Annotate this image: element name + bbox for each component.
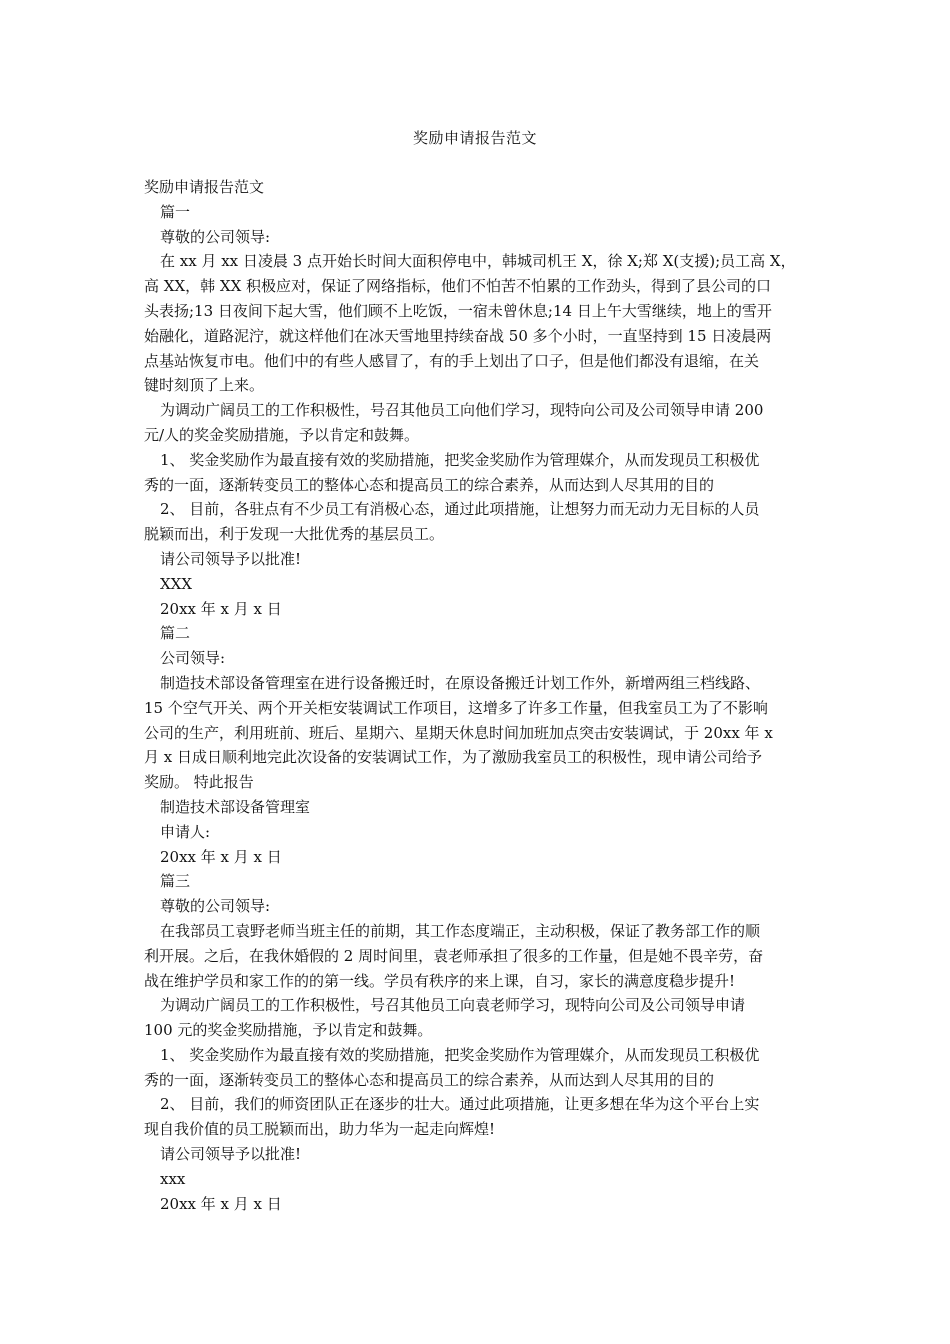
- document-line: 战在维护学员和家工作的的第一线。学员有秩序的来上课，自习，家长的满意度稳步提升!: [144, 971, 736, 990]
- document-line: 公司领导:: [160, 649, 226, 668]
- document-line: 20xx 年 x 月 x 日: [160, 1194, 282, 1213]
- document-line: 请公司领导予以批准!: [160, 1145, 302, 1164]
- document-line: 尊敬的公司领导:: [160, 227, 271, 246]
- document-line: 1、 奖金奖励作为最直接有效的奖励措施，把奖金奖励作为管理媒介，从而发现员工积极优: [160, 450, 760, 469]
- document-line: 2、 目前，我们的师资团队正在逐步的壮大。通过此项措施，让更多想在华为这个平台上实: [160, 1095, 760, 1114]
- document-line: 始融化，道路泥泞，就这样他们在冰天雪地里持续奋战 50 多个小时，一直坚持到 15 日凌晨两: [144, 326, 772, 345]
- document-line: 奖励。 特此报告: [144, 773, 254, 792]
- document-line: xxx: [160, 1169, 186, 1188]
- document-line: 秀的一面，逐渐转变员工的整体心态和提高员工的综合素养，从而达到人尽其用的目的: [144, 475, 715, 494]
- document-line: 秀的一面，逐渐转变员工的整体心态和提高员工的综合素养，从而达到人尽其用的目的: [144, 1070, 715, 1089]
- document-line: 请公司领导予以批准!: [160, 549, 302, 568]
- document-line: 20xx 年 x 月 x 日: [160, 599, 282, 618]
- document-line: 键时刻顶了上来。: [144, 376, 265, 395]
- document-line: 高 XX，韩 XX 积极应对，保证了网络指标，他们不怕苦不怕累的工作劲头，得到了县公司的口: [144, 277, 772, 296]
- document-line: 在我部员工袁野老师当班主任的前期，其工作态度端正，主动积极，保证了教务部工作的顺: [160, 921, 761, 940]
- document-line: 1、 奖金奖励作为最直接有效的奖励措施，把奖金奖励作为管理媒介，从而发现员工积极优: [160, 1045, 760, 1064]
- document-line: 为调动广阔员工的工作积极性，号召其他员工向袁老师学习，现特向公司及公司领导申请: [160, 996, 746, 1015]
- document-line: 月 x 日成日顺利地完此次设备的安装调试工作，为了激励我室员工的积极性，现申请公司给予: [144, 748, 762, 767]
- document-title: 奖励申请报告范文: [412, 129, 537, 147]
- document-line: 制造技术部设备管理室: [160, 797, 311, 816]
- document-line: 15 个空气开关、两个开关柜安装调试工作项目，这增多了许多工作量，但我室员工为了不影响: [144, 698, 768, 717]
- document-line: 现自我价值的员工脱颖而出，助力华为一起走向辉煌!: [144, 1120, 496, 1139]
- document-line: 篇三: [160, 872, 191, 891]
- document-body: [144, 175, 804, 1216]
- document-line: 脱颖而出，利于发现一大批优秀的基层员工。: [144, 525, 445, 544]
- document-line: 奖励申请报告范文: [144, 178, 265, 196]
- document-line: 在 xx 月 xx 日凌晨 3 点开始长时间大面积停电中，韩城司机王 X，徐 X;郑 X(支援);员工高 X，: [160, 252, 796, 271]
- document-line: 篇一: [160, 202, 191, 221]
- document-line: 2、 目前，各驻点有不少员工有消极心态，通过此项措施，让想努力而无动力无目标的人员: [160, 500, 760, 519]
- document-line: 利开展。之后，在我休婚假的 2 周时间里，袁老师承担了很多的工作量，但是她不畏辛劳，奋: [144, 946, 764, 965]
- document-line: 点基站恢复市电。他们中的有些人感冒了，有的手上划出了口子，但是他们都没有退缩，在关: [144, 351, 760, 370]
- document-line: 篇二: [160, 624, 191, 643]
- document-line: 头表扬;13 日夜间下起大雪，他们顾不上吃饭，一宿未曾休息;14 日上午大雪继续，地上的雪开: [144, 301, 772, 320]
- document-line: 公司的生产，利用班前、班后、星期六、星期天休息时间加班加点突击安装调试，于 20xx 年 x: [144, 723, 773, 742]
- document-line: 20xx 年 x 月 x 日: [160, 847, 282, 866]
- document-line: 申请人:: [160, 822, 211, 841]
- document-line: 为调动广阔员工的工作积极性，号召其他员工向他们学习，现特向公司及公司领导申请 200: [160, 401, 764, 420]
- document-line: 100 元的奖金奖励措施，予以肯定和鼓舞。: [144, 1021, 433, 1040]
- document-line: 元/人的奖金奖励措施，予以肯定和鼓舞。: [144, 425, 420, 444]
- document-line: 制造技术部设备管理室在进行设备搬迁时，在原设备搬迁计划工作外，新增两组三档线路、: [160, 673, 761, 692]
- document-line: 尊敬的公司领导:: [160, 897, 271, 916]
- document-line: XXX: [160, 574, 193, 593]
